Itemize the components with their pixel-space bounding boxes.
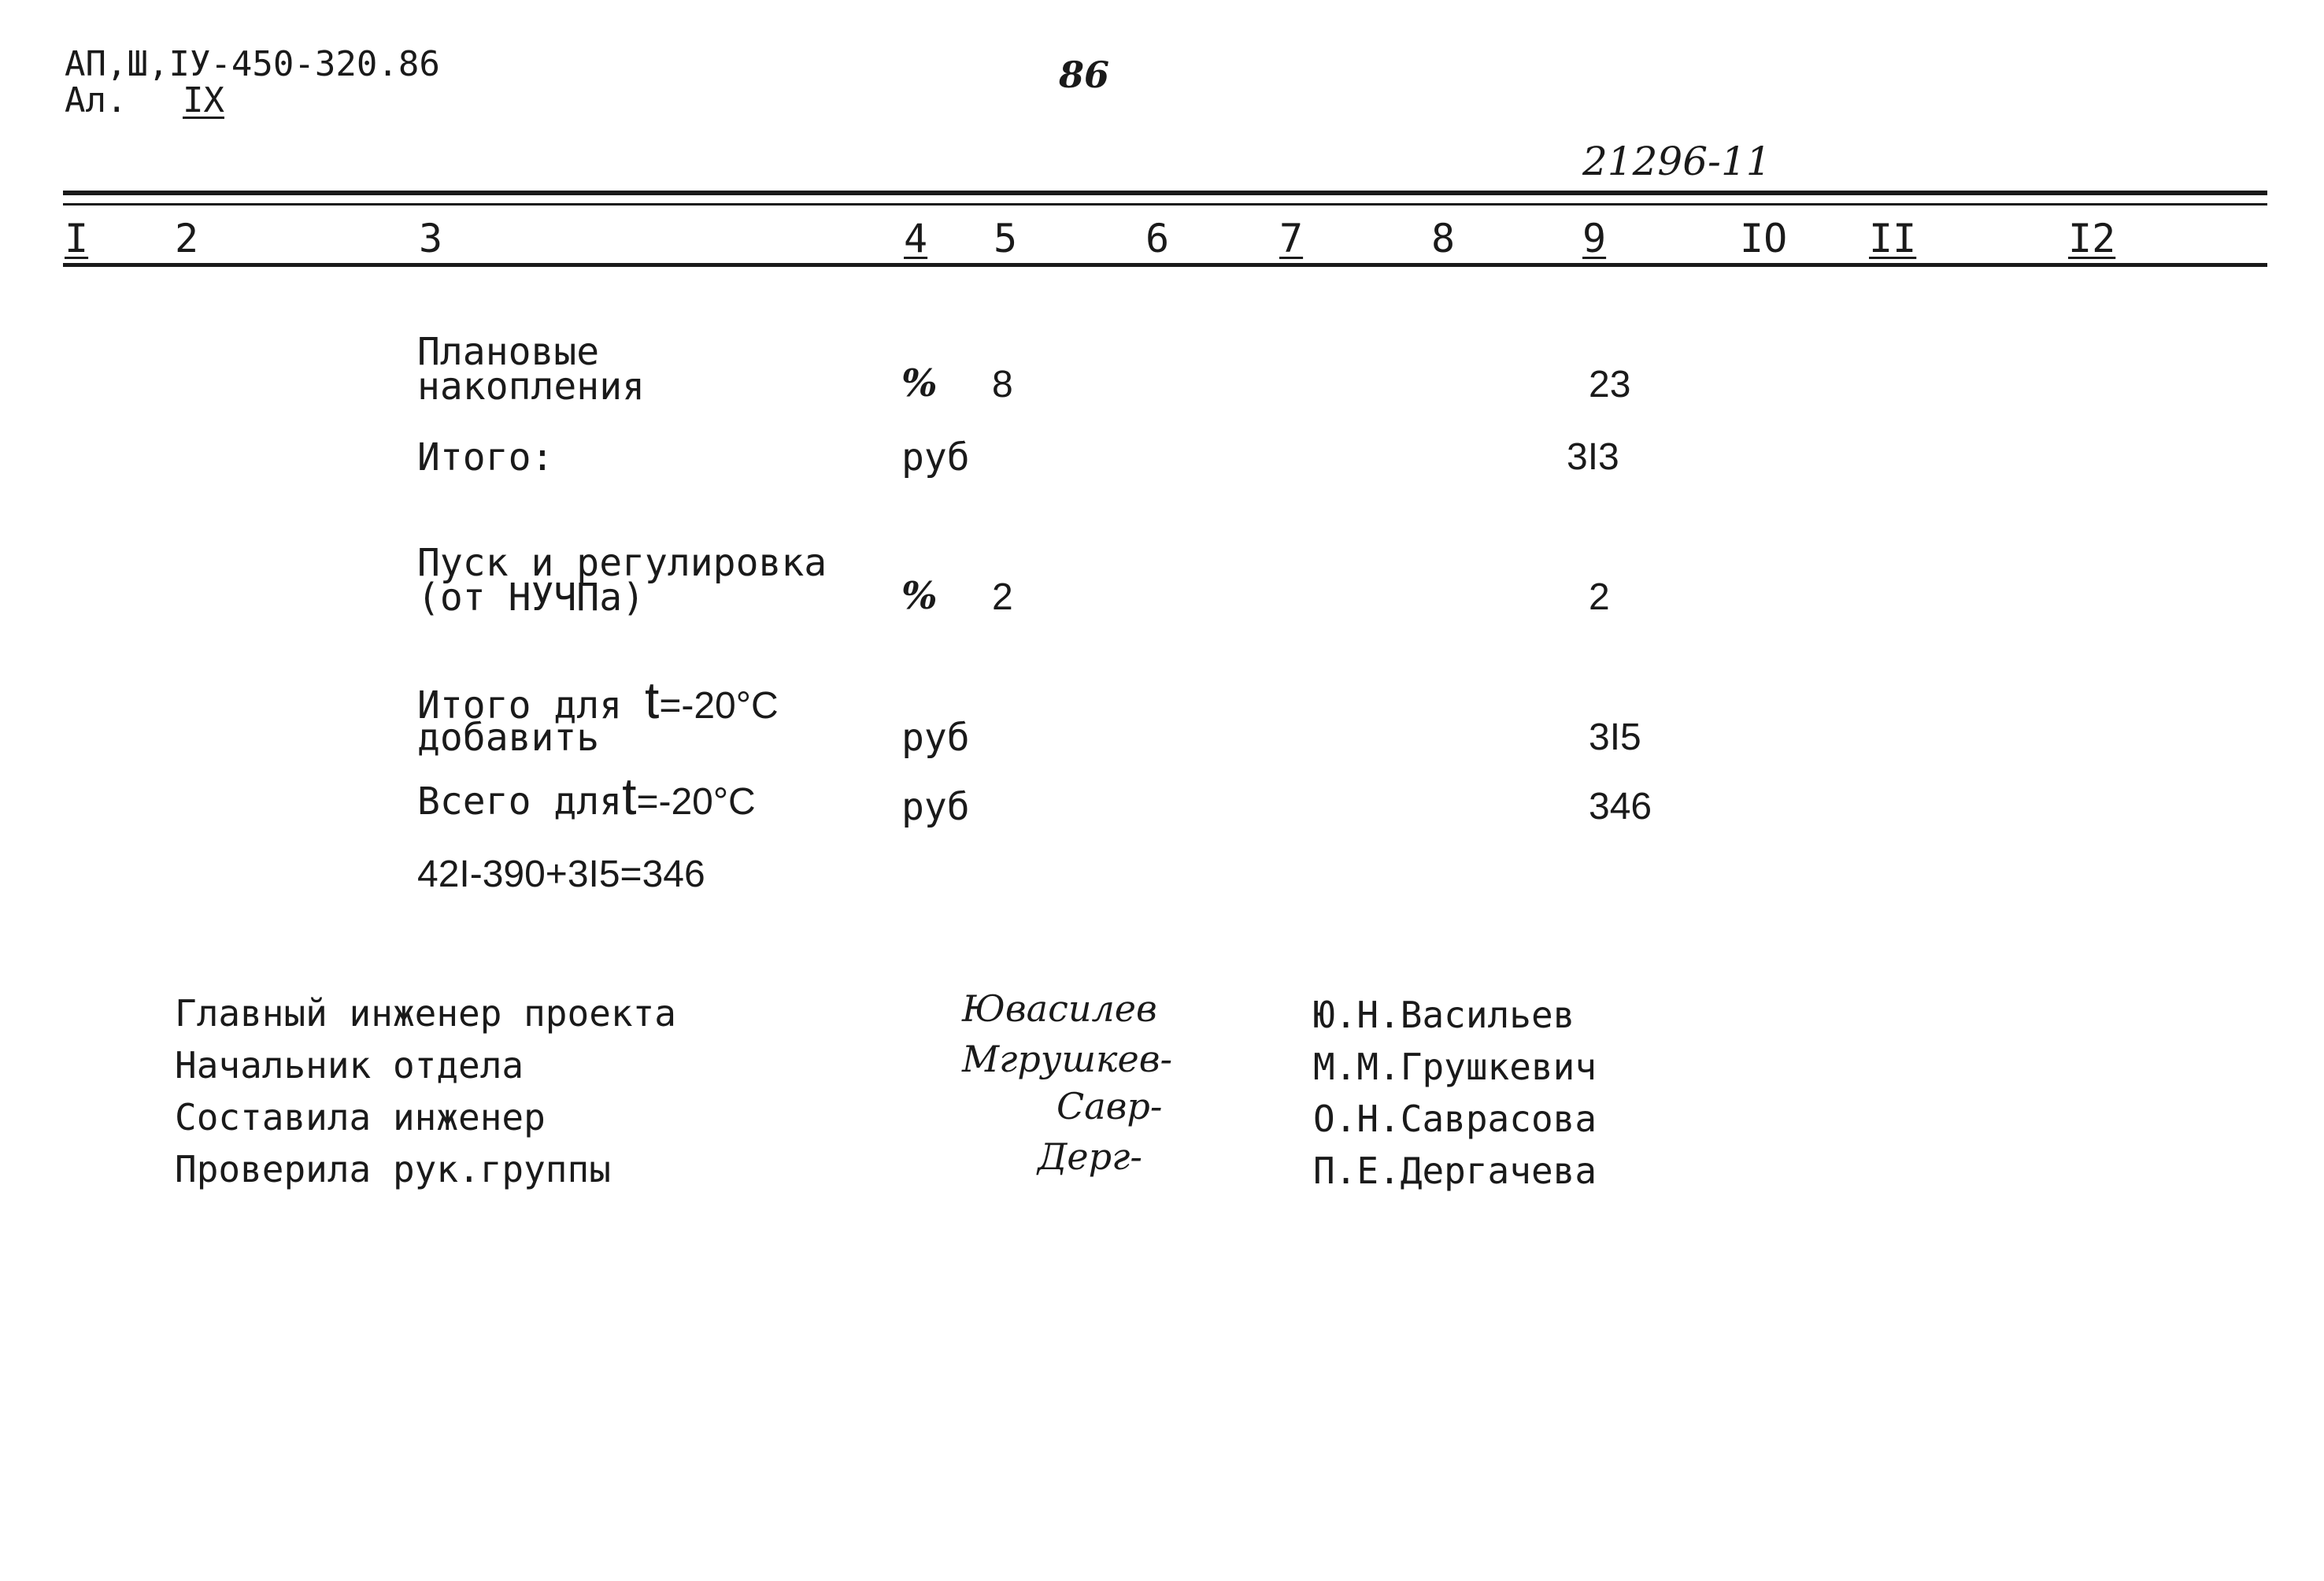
startup-unit: % bbox=[901, 574, 938, 618]
grand-total-temperature: =-20°C bbox=[636, 781, 756, 823]
signatory-name: П.Е.Дергачева bbox=[1313, 1150, 1597, 1192]
temperature-symbol: t bbox=[645, 671, 660, 729]
grand-total-unit: руб bbox=[901, 785, 970, 829]
add-for-t-prefix: Итого для bbox=[417, 683, 623, 728]
grand-total-label bbox=[417, 767, 756, 825]
sheet-number: IX bbox=[183, 80, 224, 120]
handwritten-signature: Мгрушкев- bbox=[962, 1038, 1173, 1080]
inventory-number: 21296-11 bbox=[1582, 139, 1771, 184]
add-for-t-unit: руб bbox=[901, 716, 970, 760]
column-number: 6 bbox=[1145, 216, 1170, 261]
page-number: 86 bbox=[1059, 54, 1110, 96]
column-number: I2 bbox=[2068, 216, 2116, 261]
column-number: II bbox=[1869, 216, 1917, 261]
column-number: 3 bbox=[419, 216, 443, 261]
startup-label-line1: Пуск и регулировка bbox=[417, 541, 827, 585]
signature-role: Начальник отдела bbox=[175, 1044, 524, 1087]
startup-value: 2 bbox=[1589, 576, 1610, 618]
startup-rate: 2 bbox=[992, 576, 1013, 618]
signatory-name: Ю.Н.Васильев bbox=[1313, 994, 1575, 1036]
top-rule-thin bbox=[63, 203, 2267, 205]
startup-label-line2: (от НУЧПа) bbox=[417, 576, 645, 620]
column-number: 9 bbox=[1582, 216, 1607, 261]
handwritten-signature: Дерг- bbox=[1038, 1135, 1142, 1178]
column-number: 2 bbox=[175, 216, 199, 261]
planned-label-line2: накопления bbox=[417, 365, 645, 409]
planned-rate: 8 bbox=[992, 364, 1013, 405]
column-number: 5 bbox=[994, 216, 1018, 261]
add-for-t-label-line2: добавить bbox=[417, 716, 600, 760]
signatory-name: М.М.Грушкевич bbox=[1313, 1046, 1597, 1088]
temperature-symbol: t bbox=[622, 767, 637, 825]
document-code: АП,Ш,IУ-450-320.86 bbox=[65, 44, 440, 84]
signature-role: Составила инженер bbox=[175, 1096, 546, 1139]
total-label: Итого: bbox=[417, 435, 554, 479]
column-header-rule bbox=[63, 263, 2267, 267]
column-number: I bbox=[65, 216, 89, 261]
top-rule bbox=[63, 191, 2267, 195]
column-number: 4 bbox=[904, 216, 928, 261]
column-number: 8 bbox=[1431, 216, 1456, 261]
signature-role: Проверила рук.группы bbox=[175, 1148, 611, 1190]
signatory-name: О.Н.Саврасова bbox=[1313, 1098, 1597, 1140]
grand-total-prefix: Всего для bbox=[417, 779, 623, 824]
sheet-label: Ал. bbox=[65, 80, 128, 120]
grand-total-value: 346 bbox=[1589, 786, 1652, 828]
handwritten-signature: Ювасилев bbox=[962, 987, 1157, 1030]
calculation-formula: 42I-390+3I5=346 bbox=[417, 853, 705, 895]
column-number: 7 bbox=[1279, 216, 1304, 261]
total-value: 3I3 bbox=[1567, 436, 1619, 478]
column-number: IO bbox=[1740, 216, 1788, 261]
planned-unit: % bbox=[901, 361, 938, 405]
planned-value: 23 bbox=[1589, 364, 1631, 405]
total-unit: руб bbox=[901, 435, 970, 479]
add-for-t-temperature: =-20°C bbox=[659, 685, 779, 727]
planned-label-line1: Плановые bbox=[417, 330, 600, 374]
handwritten-signature: Савр- bbox=[1057, 1085, 1163, 1127]
add-for-t-value: 3I5 bbox=[1589, 716, 1641, 758]
signature-role: Главный инженер проекта bbox=[175, 992, 676, 1035]
